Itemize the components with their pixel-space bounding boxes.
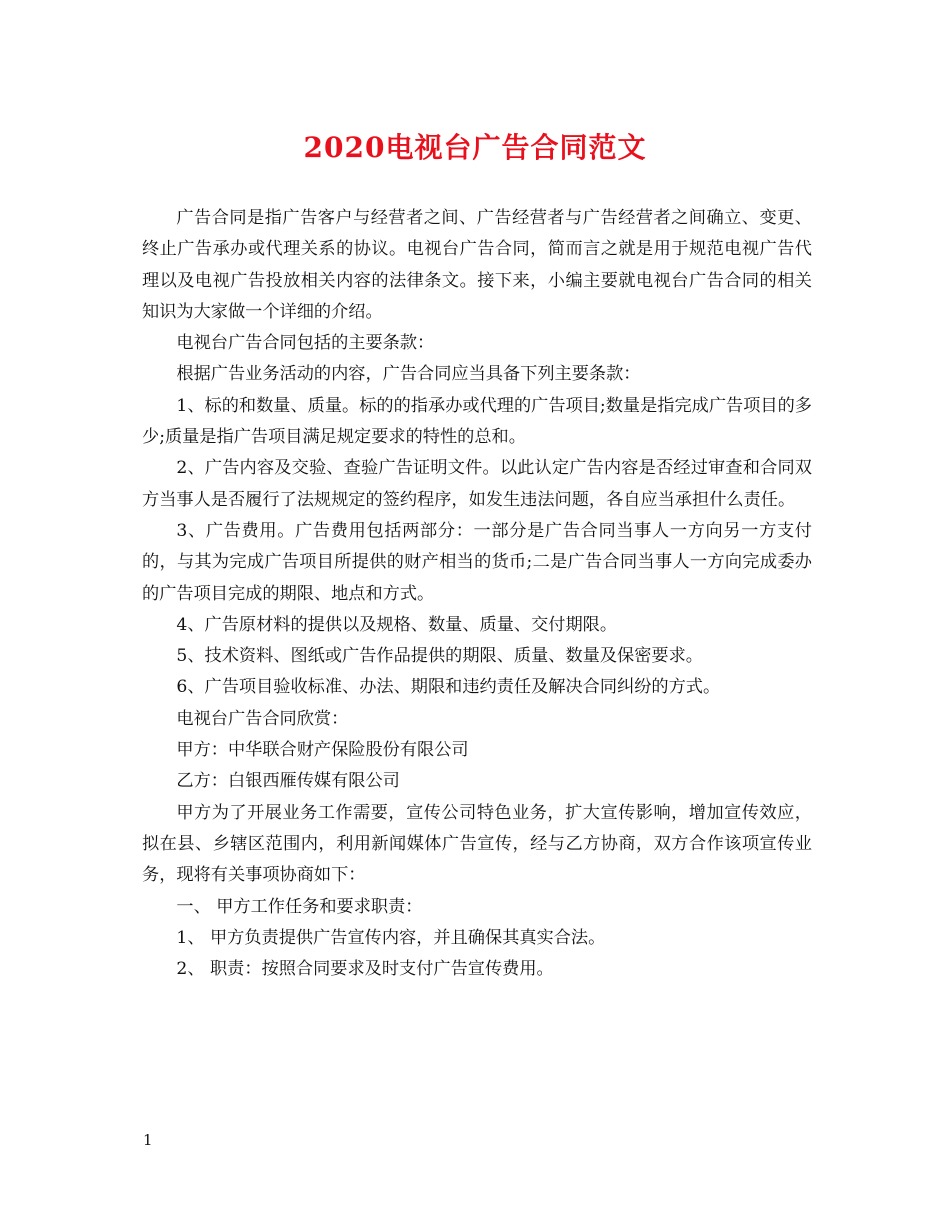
paragraph-section-1-item-2: 2、 职责：按照合同要求及时支付广告宣传费用。 bbox=[176, 959, 554, 980]
paragraph-intro: 广告合同是指广告客户与经营者之间、广告经营者与广告经营者之间确立、变更、终止广告承办或代理关系的协议。电视台广告合同，简而言之就是用于规范电视广告代理以及电视广告投放相关内容的法律条文。接下来，小编主要就电视台广告合同的相关知识为大家做一个详细的介绍。 bbox=[142, 208, 812, 322]
page-number: 1 bbox=[143, 1131, 153, 1149]
paragraph-sample-heading: 电视台广告合同欣赏： bbox=[176, 708, 349, 729]
paragraph-term-3: 3、广告费用。广告费用包括两部分：一部分是广告合同当事人一方向另一方支付的，与其为完成广告项目所提供的财产相当的货币;二是广告合同当事人一方向完成委办的广告项目完成的期限、地点和方式。 bbox=[142, 520, 812, 604]
paragraph-agreement-intro: 甲方为了开展业务工作需要，宣传公司特色业务，扩大宣传影响，增加宣传效应，拟在县、乡辖区范围内，利用新闻媒体广告宣传，经与乙方协商，双方合作该项宣传业务，现将有关事项协商如下： bbox=[142, 802, 812, 886]
document-title: 2020电视台广告合同范文 bbox=[303, 131, 647, 164]
paragraph-terms-lead: 根据广告业务活动的内容，广告合同应当具备下列主要条款： bbox=[176, 364, 641, 385]
paragraph-term-6: 6、广告项目验收标准、办法、期限和违约责任及解决合同纠纷的方式。 bbox=[176, 677, 721, 698]
document-body bbox=[142, 203, 812, 985]
paragraph-term-1: 1、标的和数量、质量。标的的指承办或代理的广告项目;数量是指完成广告项目的多少;质量是指广告项目满足规定要求的特性的总和。 bbox=[142, 395, 812, 448]
paragraph-term-4: 4、广告原材料的提供以及规格、数量、质量、交付期限。 bbox=[176, 614, 618, 635]
paragraph-party-a: 甲方：中华联合财产保险股份有限公司 bbox=[176, 740, 469, 761]
paragraph-main-terms-heading: 电视台广告合同包括的主要条款： bbox=[176, 333, 435, 354]
paragraph-term-2: 2、广告内容及交验、查验广告证明文件。以此认定广告内容是否经过审查和合同双方当事人是否履行了法规规定的签约程序，如发生违法问题，各自应当承担什么责任。 bbox=[142, 458, 812, 510]
paragraph-section-1-heading: 一、 甲方工作任务和要求职责： bbox=[176, 896, 423, 917]
paragraph-term-5: 5、技术资料、图纸或广告作品提供的期限、质量、数量及保密要求。 bbox=[176, 646, 703, 667]
paragraph-section-1-item-1: 1、 甲方负责提供广告宣传内容，并且确保其真实合法。 bbox=[176, 927, 606, 948]
paragraph-party-b: 乙方：白银西雁传媒有限公司 bbox=[176, 771, 400, 792]
